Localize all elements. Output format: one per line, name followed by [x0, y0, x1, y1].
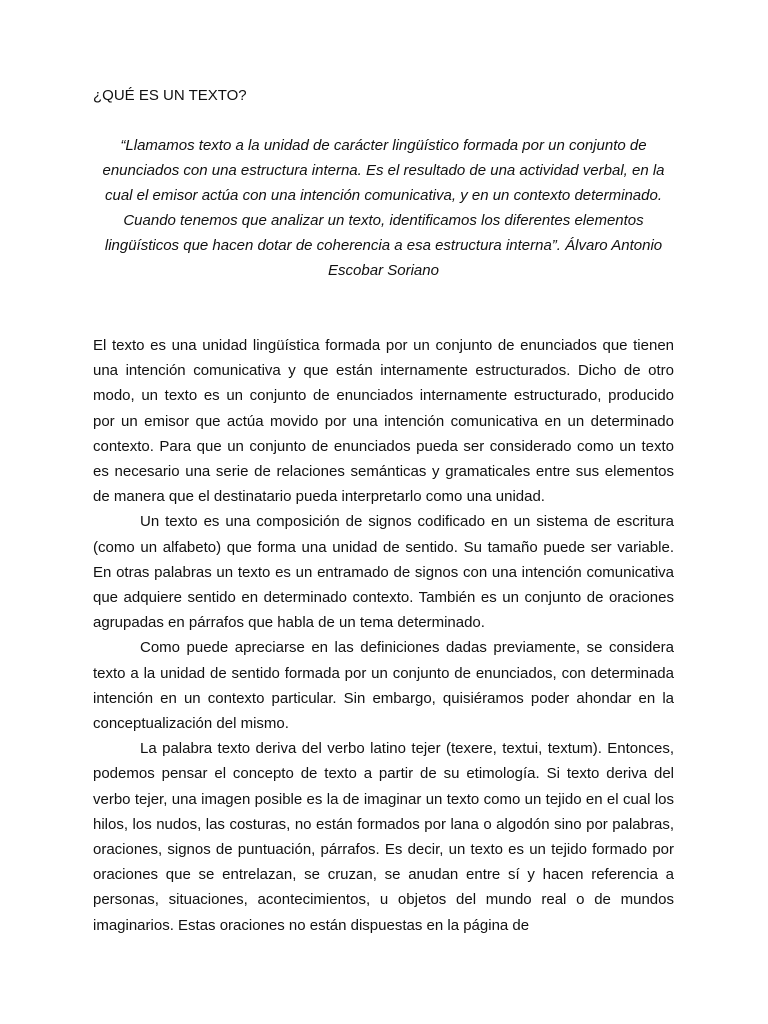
paragraph: La palabra texto deriva del verbo latino tejer (texere, textui, textum). Entonces, podemos pensar el concepto de texto a partir de su etimología. Si texto deriva del verbo tejer, una imagen posible es la de imaginar un texto como un tejido en el cual los hilos, los nudos, las costuras, no están formados por lana o algodón sino por palabras, oraciones, signos de puntuación, párrafos. Es decir, un texto es un tejido formado por oraciones que se entrelazan, se cruzan, se anudan entre sí y hacen referencia a personas, situaciones, acontecimientos, u objetos del mundo real o de mundos imaginarios. Estas oraciones no están dispuestas en la página de	[93, 740, 674, 934]
epigraph-quote: “Llamamos texto a la unidad de carácter lingüístico formada por un conjunto de enunciados con una estructura interna. Es el resultado de una actividad verbal, en la cual el emisor actúa con una intención comunicativa, y en un contexto determinado. Cuando tenemos que analizar un texto, identificamos los diferentes elementos lingüísticos que hacen dotar de coherencia a esa estructura interna”. Álvaro Antonio Escobar Soriano	[102, 137, 665, 279]
document-page	[93, 86, 674, 938]
paragraph: El texto es una unidad lingüística formada por un conjunto de enunciados que tienen una intención comunicativa y que están internamente estructurados. Dicho de otro modo, un texto es un conjunto de enunciados internamente estructurado, producido por un emisor que actúa movido por una intención comunicativa en un determinado contexto. Para que un conjunto de enunciados pueda ser considerado como un texto es necesario una serie de relaciones semánticas y gramaticales entre sus elementos de manera que el destinatario pueda interpretarlo como una unidad.	[93, 337, 674, 506]
paragraph: Un texto es una composición de signos codificado en un sistema de escritura (como un alfabeto) que forma una unidad de sentido. Su tamaño puede ser variable. En otras palabras un texto es un entramado de signos con una intención comunicativa que adquiere sentido en determinado contexto. También es un conjunto de oraciones agrupadas en párrafos que habla de un tema determinado.	[93, 513, 674, 632]
paragraph: Como puede apreciarse en las definiciones dadas previamente, se considera texto a la unidad de sentido formada por un conjunto de enunciados, con determinada intención en un contexto particular. Sin embargo, quisiéramos poder ahondar en la conceptualización del mismo.	[93, 639, 674, 733]
document-body	[93, 333, 674, 938]
document-title: ¿QUÉ ES UN TEXTO?	[93, 87, 247, 104]
